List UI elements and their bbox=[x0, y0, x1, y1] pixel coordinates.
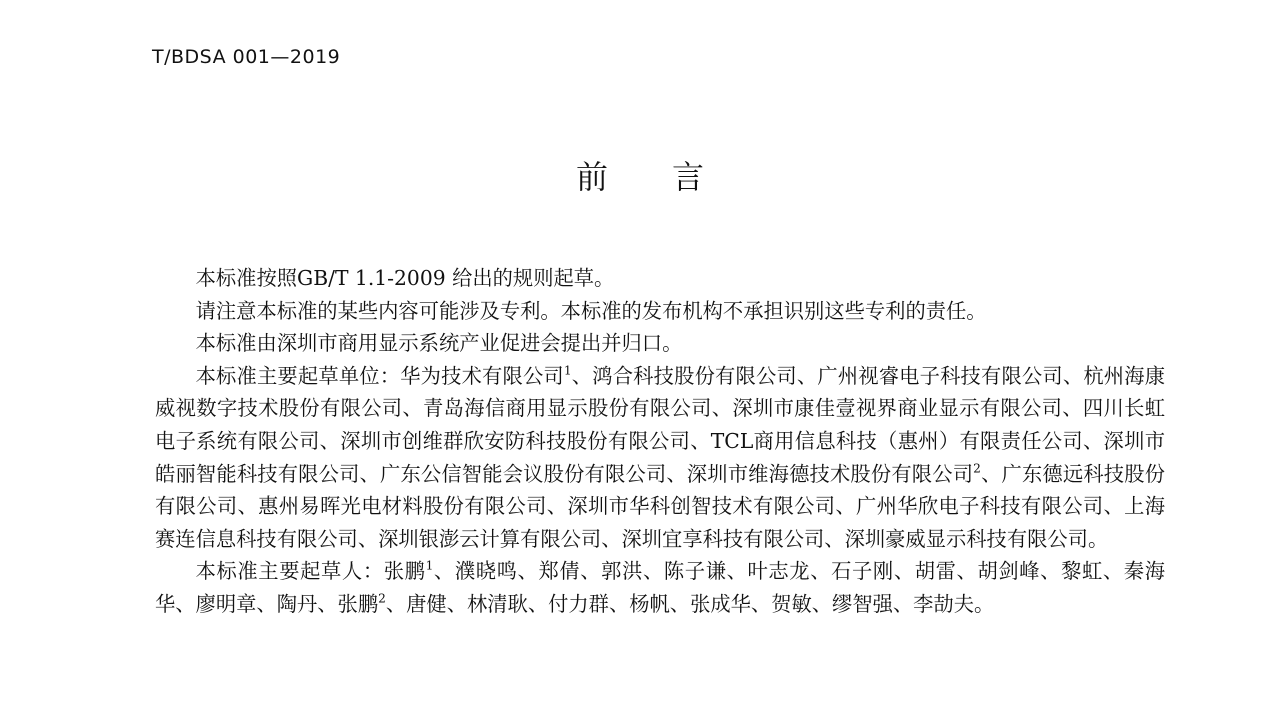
paragraph-drafting-units bbox=[155, 360, 1165, 556]
drafters-footnote-2: 2 bbox=[378, 591, 386, 606]
units-text-a: 本标准主要起草单位：华为技术有限公司 bbox=[195, 363, 564, 388]
document-id: T/BDSA 001—2019 bbox=[152, 46, 341, 68]
drafters-text-a: 本标准主要起草人：张鹏 bbox=[195, 559, 426, 584]
page-title bbox=[0, 152, 1280, 198]
drafters-text-b: 、濮晓鸣、郑倩、郭洪、陈子谦、叶志龙、石子刚、胡雷、胡剑峰、黎虹、秦海华、廖明章、陶丹、张鹏 bbox=[155, 559, 1165, 616]
foreword-body bbox=[155, 262, 1165, 621]
paragraph-drafters bbox=[155, 555, 1165, 620]
paragraph-drafting-rules: 本标准按照GB/T 1.1-2009 给出的规则起草。 bbox=[195, 266, 615, 290]
paragraph-patent-notice: 请注意本标准的某些内容可能涉及专利。本标准的发布机构不承担识别这些专利的责任。 bbox=[195, 298, 987, 323]
drafters-text-c: 、唐健、林清耿、付力群、杨帆、张成华、贺敏、缪智强、李劼夫。 bbox=[385, 591, 995, 616]
units-footnote-1: 1 bbox=[563, 363, 572, 378]
drafters-footnote-1: 1 bbox=[425, 558, 434, 573]
paragraph-proposer: 本标准由深圳市商用显示系统产业促进会提出并归口。 bbox=[195, 331, 683, 356]
units-text-b: 、鸿合科技股份有限公司、广州视睿电子科技有限公司、杭州海康威视数字技术股份有限公司、青岛海信商用显示股份有限公司、深圳市康佳壹视界商业显示有限公司、四川长虹电子系统有限公司、深圳市创维群欣安防科技股份有限公司、TCL商用信息科技（惠州）有限责任公司、深圳市皓丽智能科技有限公司、广东公信智能会议股份有限公司、深圳市维海德技术股份有限公司 bbox=[155, 363, 1165, 486]
title-char-1: 前 bbox=[575, 158, 608, 196]
units-footnote-2: 2 bbox=[973, 461, 981, 476]
title-char-2: 言 bbox=[672, 158, 705, 196]
units-text-c: 、广东德远科技股份有限公司、惠州易晖光电材料股份有限公司、深圳市华科创智技术有限公司、广州华欣电子科技有限公司、上海赛连信息科技有限公司、深圳银澎云计算有限公司、深圳宜享科技有限公司、深圳豪威显示科技有限公司。 bbox=[155, 461, 1165, 551]
